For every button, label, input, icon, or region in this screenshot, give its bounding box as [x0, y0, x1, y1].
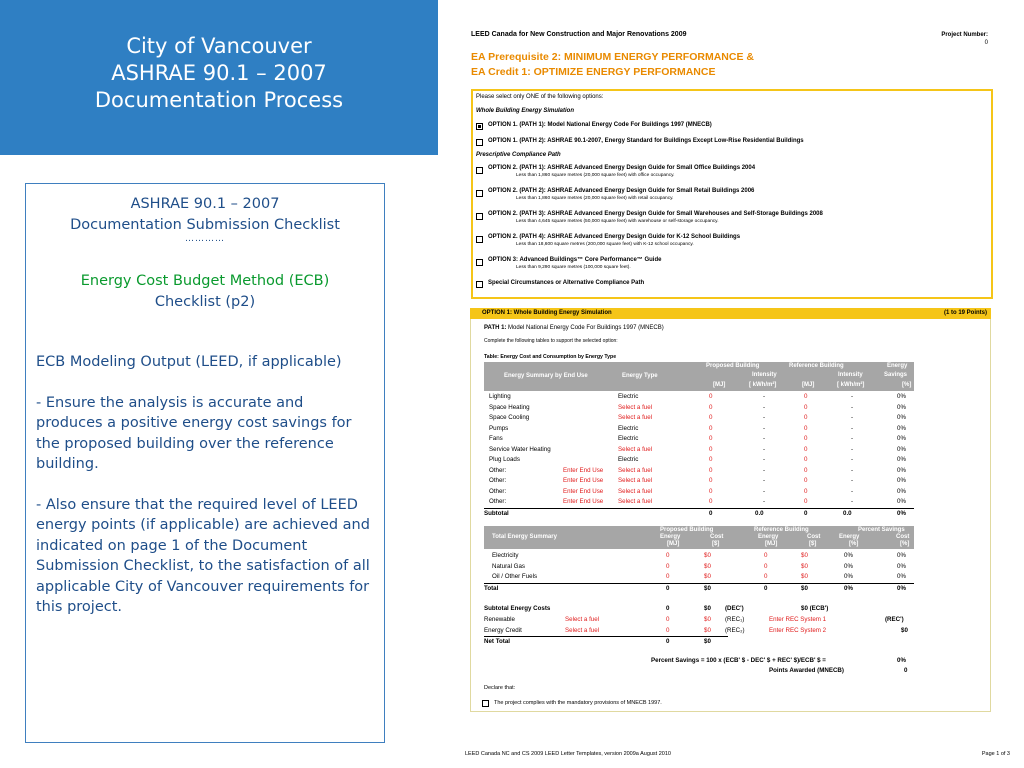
proposed-mj: 0 [709, 466, 713, 474]
title-line-2: ASHRAE 90.1 – 2007 [111, 61, 327, 85]
th-energy: Energy [887, 363, 908, 369]
th-kwh-ref: [ kWh/m²] [837, 382, 865, 388]
ecb-output-paragraph: ECB Modeling Output (LEED, if applicable) [36, 354, 342, 370]
th-cost: Cost [710, 534, 724, 540]
energy-type[interactable]: Electric [618, 424, 639, 432]
option-checkbox[interactable] [476, 139, 483, 146]
option-label: Special Circumstances or Alternative Compliance Path [488, 280, 645, 286]
cost-savings: 0% [897, 552, 906, 559]
reference-intensity: - [851, 445, 854, 453]
total-reference-cost: $0 [801, 585, 808, 592]
reference-mj: 0 [804, 403, 808, 411]
th-mj: [MJ] [713, 382, 726, 388]
rec2-system[interactable]: Enter REC System 2 [769, 626, 827, 634]
savings-pct: 0% [897, 424, 906, 432]
option-checkbox[interactable] [476, 259, 483, 266]
proposed-cost: $0 [704, 552, 711, 559]
option1-section-bar [470, 308, 991, 319]
reference-intensity: - [851, 393, 854, 400]
savings-pct: 0% [897, 435, 906, 442]
total-energy-savings: 0% [844, 585, 853, 592]
energy-type[interactable]: Select a fuel [618, 487, 653, 495]
reference-intensity: - [851, 498, 854, 505]
subtotal-row [471, 509, 991, 520]
fuel-label: Oil / Other Fuels [492, 573, 538, 580]
energy-savings: 0% [844, 552, 853, 559]
points-awarded-label: Points Awarded (MNECB) [769, 667, 844, 674]
ecb-label: $0 (ECB') [801, 605, 829, 612]
accuracy-paragraph: - Ensure the analysis is accurate and produces a positive energy cost savings for the proposed building over the reference building. [36, 394, 352, 472]
net-total-label: Net Total [484, 638, 511, 645]
credit-fuel[interactable]: Select a fuel [565, 626, 600, 634]
proposed-intensity: - [763, 414, 766, 421]
reference-cost: $0 [801, 573, 808, 580]
option-checkbox[interactable] [476, 167, 483, 174]
table-caption: Table: Energy Cost and Consumption by Energy Type [484, 354, 617, 360]
reference-energy: 0 [764, 562, 768, 570]
th-total-summary: Total Energy Summary [492, 534, 557, 540]
proposed-intensity: - [763, 445, 766, 453]
energy-type[interactable]: Electric [618, 456, 639, 463]
declare-label: Declare that: [484, 685, 516, 691]
table-row [471, 445, 991, 456]
th-reference: Reference Building [789, 363, 844, 369]
th-cost-ref: Cost [807, 534, 821, 540]
end-use: Service Water Heating [489, 445, 551, 453]
project-number-value: 0 [984, 40, 988, 46]
proposed-mj: 0 [709, 487, 713, 495]
proposed-energy: 0 [666, 562, 670, 570]
option-label: OPTION 1. (PATH 1): Model National Energy Code For Buildings 1997 (MNECB) [488, 122, 712, 128]
energy-credit-label: Energy Credit [484, 626, 522, 634]
option-sub: Less than 4,645 square metres (50,000 square feet) with warehouse or self-storage occupancy. [516, 219, 719, 224]
end-use: Other: [489, 487, 507, 495]
reference-intensity: - [851, 414, 854, 421]
checkbox-mark [478, 125, 481, 128]
reference-energy: 0 [764, 573, 768, 580]
th-savings: Savings [884, 372, 908, 378]
select-prompt: Please select only ONE of the following options: [476, 94, 604, 100]
option-sub: Less than 9,290 square metres (100,000 square feet). [516, 265, 631, 270]
options-box [471, 89, 993, 299]
th-mj-ref: [MJ] [765, 541, 778, 547]
end-use: Other: [489, 477, 507, 484]
subtotal-costs-row [471, 604, 991, 615]
reference-cost: $0 [801, 562, 808, 570]
table-row [471, 413, 991, 424]
leed-points-paragraph: - Also ensure that the required level of LEED energy points (if applicable) are achieved and indicated on page 1 of the Document Submission Checklist, to the satisfaction of all applicable City of Vancouver requirements for this project. [36, 496, 370, 615]
option-label: OPTION 2. (PATH 4): ASHRAE Advanced Energy Design Guide for K-12 School Buildings [488, 234, 741, 240]
doc-footer-left: LEED Canada NC and CS 2009 LEED Letter Templates, version 2009a August 2010 [465, 751, 671, 757]
proposed-intensity: - [763, 435, 766, 442]
savings-pct: 0% [897, 456, 906, 463]
rec1-system[interactable]: Enter REC System 1 [769, 616, 827, 623]
savings-pct: 0% [897, 445, 906, 453]
path1-label: PATH 1: [484, 325, 507, 331]
energy-type[interactable]: Select a fuel [618, 414, 653, 421]
reference-intensity: - [851, 435, 854, 442]
end-use-entry[interactable]: Enter End Use [563, 477, 604, 484]
proposed-intensity: - [763, 456, 766, 463]
option-checkbox[interactable] [476, 213, 483, 220]
savings-pct: 0% [897, 466, 906, 474]
cost-savings: 0% [897, 562, 906, 570]
end-use-entry[interactable]: Enter End Use [563, 498, 604, 505]
option-sub: Less than 1,860 square metres (20,000 square feet) with office occupancy. [516, 173, 675, 178]
option-label: OPTION 2. (PATH 3): ASHRAE Advanced Energy Design Guide for Small Warehouses and Self-Storage Buildings 2008 [488, 211, 823, 217]
proposed-intensity: - [763, 487, 766, 495]
reference-mj: 0 [804, 435, 808, 442]
th-pct-cost: [%] [900, 541, 910, 547]
option-label: OPTION 2. (PATH 2): ASHRAE Advanced Energy Design Guide for Small Retail Buildings 2006 [488, 188, 755, 194]
ecb-method-heading: Energy Cost Budget Method (ECB) [80, 273, 330, 289]
savings-pct: 0% [897, 414, 906, 421]
percent-savings-value: 0% [897, 657, 906, 664]
savings-pct: 0% [897, 393, 906, 400]
subtotal-costs-energy: 0 [666, 605, 670, 612]
th-energy: Energy [660, 534, 681, 540]
reference-cost: $0 [801, 552, 808, 559]
end-use: Other: [489, 466, 507, 474]
table-row [471, 497, 991, 508]
subtotal-costs-label: Subtotal Energy Costs [484, 605, 551, 612]
reference-mj: 0 [804, 487, 808, 495]
th-energy-ref: Energy [758, 534, 779, 540]
net-total-energy: 0 [666, 638, 670, 645]
total-label: Total [484, 585, 499, 592]
credit-cost: $0 [704, 626, 711, 634]
table-row [471, 455, 991, 466]
savings-pct: 0% [897, 477, 906, 484]
proposed-intensity: - [763, 403, 766, 411]
complies-checkbox[interactable] [482, 700, 489, 707]
complete-instructions: Complete the following tables to support the selected option: [484, 338, 618, 344]
table-row [471, 562, 991, 573]
leed-document-page [465, 25, 1010, 768]
energy-savings: 0% [844, 573, 853, 580]
th-dollar: [$] [712, 541, 720, 547]
th-mj-ref: [MJ] [802, 382, 815, 388]
energy-type[interactable]: Electric [618, 393, 639, 400]
proposed-intensity: - [763, 466, 766, 474]
option-checkbox[interactable] [476, 281, 483, 288]
renewable-energy: 0 [666, 616, 670, 623]
title-line-3: Documentation Process [94, 88, 344, 112]
th-intensity: Intensity [752, 372, 777, 378]
reference-intensity: - [851, 424, 854, 432]
path1-text: Model National Energy Code For Buildings 1997 (MNECB) [508, 325, 664, 331]
reference-mj: 0 [804, 424, 808, 432]
proposed-cost: $0 [704, 562, 711, 570]
proposed-energy: 0 [666, 552, 670, 559]
table-row [471, 392, 991, 403]
title-line-1: City of Vancouver [126, 34, 312, 58]
th-reference: Reference Building [754, 527, 809, 533]
section-bar-title: OPTION 1: Whole Building Energy Simulation [482, 310, 612, 316]
option1-section [470, 319, 991, 712]
doc-footer-page: Page 1 of 3 [981, 751, 1010, 757]
doc-title-prereq: EA Prerequisite 2: MINIMUM ENERGY PERFORMANCE & [471, 51, 754, 63]
energy-credit-row [471, 626, 991, 637]
proposed-intensity: - [763, 498, 766, 505]
energy-type[interactable]: Electric [618, 435, 639, 442]
energy-savings: 0% [844, 562, 853, 570]
th-energy-savings: Energy [839, 534, 860, 540]
reference-mj: 0 [804, 466, 808, 474]
slide-title [0, 0, 438, 155]
proposed-mj: 0 [709, 445, 713, 453]
table-row [471, 403, 991, 414]
reference-mj: 0 [804, 445, 808, 453]
option-checkbox[interactable] [476, 190, 483, 197]
energy-type[interactable]: Select a fuel [618, 445, 653, 453]
reference-intensity: - [851, 477, 854, 484]
table-row [471, 434, 991, 445]
th-pct: [%] [902, 382, 912, 388]
option-checkbox[interactable] [476, 123, 483, 130]
end-use: Space Cooling [489, 414, 530, 421]
proposed-mj: 0 [709, 456, 713, 463]
total-row [471, 584, 991, 595]
end-use: Lighting [489, 393, 511, 400]
points-awarded-value: 0 [904, 667, 908, 674]
proposed-mj: 0 [709, 424, 713, 432]
reference-mj: 0 [804, 414, 808, 421]
section-bar-points: (1 to 19 Points) [943, 310, 987, 316]
reference-mj: 0 [804, 498, 808, 505]
th-percent-savings: Percent Savings [858, 527, 905, 533]
th-ref-intensity: Intensity [838, 372, 863, 378]
credit-energy: 0 [666, 626, 670, 634]
proposed-mj: 0 [709, 477, 713, 484]
table-row [471, 466, 991, 477]
end-use: Pumps [489, 424, 509, 432]
cost-savings: 0% [897, 573, 906, 580]
prescriptive-heading: Prescriptive Compliance Path [476, 152, 561, 158]
note-heading-1: ASHRAE 90.1 – 2007 [130, 196, 280, 212]
reference-mj: 0 [804, 477, 808, 484]
proposed-mj: 0 [709, 498, 713, 505]
th-dollar-ref: [$] [809, 541, 817, 547]
savings-pct: 0% [897, 498, 906, 505]
th-kwh: [ kWh/m²] [749, 382, 777, 388]
fuel-label: Natural Gas [492, 562, 526, 570]
reference-intensity: - [851, 403, 854, 411]
reference-mj: 0 [804, 393, 808, 400]
subtotal-reference: 0 [804, 510, 808, 517]
end-use-entry[interactable]: Enter End Use [563, 466, 604, 474]
energy-table-header [484, 362, 914, 391]
proposed-mj: 0 [709, 393, 713, 400]
renewable-label: Renewable [484, 616, 515, 623]
total-cost-savings: 0% [897, 585, 906, 592]
end-use: Fans [489, 435, 503, 442]
option-sub: Less than 18,600 square metres (200,000 square feet) with K-12 school occupancy. [516, 242, 694, 247]
reference-energy: 0 [764, 552, 768, 559]
table-row [471, 424, 991, 435]
energy-type[interactable]: Select a fuel [618, 466, 653, 474]
renewable-fuel[interactable]: Select a fuel [565, 616, 600, 623]
net-total-cost: $0 [704, 638, 711, 645]
table-row [471, 551, 991, 562]
table-row [471, 487, 991, 498]
reference-intensity: - [851, 487, 854, 495]
proposed-intensity: - [763, 477, 766, 484]
energy-type[interactable]: Select a fuel [618, 403, 653, 411]
doc-title-credit: EA Credit 1: OPTIMIZE ENERGY PERFORMANCE [471, 66, 716, 78]
savings-pct: 0% [897, 403, 906, 411]
subtotal-costs-cost: $0 [704, 605, 711, 612]
end-use: Space Heating [489, 403, 530, 411]
energy-type[interactable]: Select a fuel [618, 498, 653, 505]
th-energy-type: Energy Type [622, 373, 658, 379]
renewable-cost: $0 [704, 616, 711, 623]
table-row [471, 476, 991, 487]
rec2-label: (REC₂) [725, 626, 745, 634]
renewable-row [471, 615, 991, 626]
energy-type[interactable]: Select a fuel [618, 477, 653, 484]
proposed-mj: 0 [709, 435, 713, 442]
subtotal-reference-intensity: 0.0 [843, 510, 852, 517]
th-end-use: Energy Summary by End Use [504, 373, 588, 379]
project-number-label: Project Number: [941, 32, 988, 38]
th-proposed: Proposed Building [660, 527, 714, 533]
proposed-mj: 0 [709, 414, 713, 421]
percent-savings-formula: Percent Savings = 100 x (ECB' $ - DEC' $ + REC' $)/ECB' $ = [651, 657, 826, 664]
table-row [471, 572, 991, 583]
end-use: Other: [489, 498, 507, 505]
option-checkbox[interactable] [476, 236, 483, 243]
dotted-divider: ………… [185, 234, 225, 244]
subtotal-proposed: 0 [709, 510, 713, 517]
total-reference-energy: 0 [764, 585, 768, 592]
th-pct: [%] [849, 541, 859, 547]
subtotal-label: Subtotal [484, 510, 509, 517]
rec1-label: (REC₁) [725, 616, 745, 623]
th-cost-savings: Cost [896, 534, 910, 540]
fuel-label: Electricity [492, 552, 519, 559]
rec-prime-label: (REC') [885, 616, 904, 623]
note-heading-2: Documentation Submission Checklist [70, 216, 340, 233]
proposed-intensity: - [763, 393, 766, 400]
whole-building-heading: Whole Building Energy Simulation [476, 108, 575, 114]
dec-label: (DEC') [725, 605, 744, 612]
checklist-note-box [25, 183, 385, 743]
subtotal-proposed-intensity: 0.0 [755, 510, 764, 517]
proposed-cost: $0 [704, 573, 711, 580]
option-label: OPTION 1. (PATH 2): ASHRAE 90.1-2007, Energy Standard for Buildings Except Low-Rise Residential Buildings [488, 138, 804, 144]
proposed-intensity: - [763, 424, 766, 432]
net-total-row [471, 637, 991, 648]
reference-intensity: - [851, 466, 854, 474]
th-mj: [MJ] [667, 541, 680, 547]
proposed-mj: 0 [709, 403, 713, 411]
reference-intensity: - [851, 456, 854, 463]
credit-right-value: $0 [901, 626, 908, 634]
total-proposed-cost: $0 [704, 585, 711, 592]
savings-pct: 0% [897, 487, 906, 495]
checklist-page-heading: Checklist (p2) [154, 293, 256, 310]
th-proposed: Proposed Building [706, 363, 760, 369]
subtotal-savings: 0% [897, 510, 906, 517]
end-use-entry[interactable]: Enter End Use [563, 487, 604, 495]
option-label: OPTION 2. (PATH 1): ASHRAE Advanced Energy Design Guide for Small Office Buildings 2004 [488, 165, 756, 171]
complies-text: The project complies with the mandatory provisions of MNECB 1997. [494, 700, 662, 706]
reference-mj: 0 [804, 456, 808, 463]
doc-header: LEED Canada for New Construction and Major Renovations 2009 [471, 31, 687, 38]
total-energy-header [484, 526, 914, 549]
end-use: Plug Loads [489, 456, 520, 463]
option-label: OPTION 3: Advanced Buildings™ Core Performance™ Guide [488, 257, 662, 263]
option-sub: Less than 1,860 square metres (20,000 square feet) with retail occupancy. [516, 196, 674, 201]
proposed-energy: 0 [666, 573, 670, 580]
total-proposed-energy: 0 [666, 585, 670, 592]
